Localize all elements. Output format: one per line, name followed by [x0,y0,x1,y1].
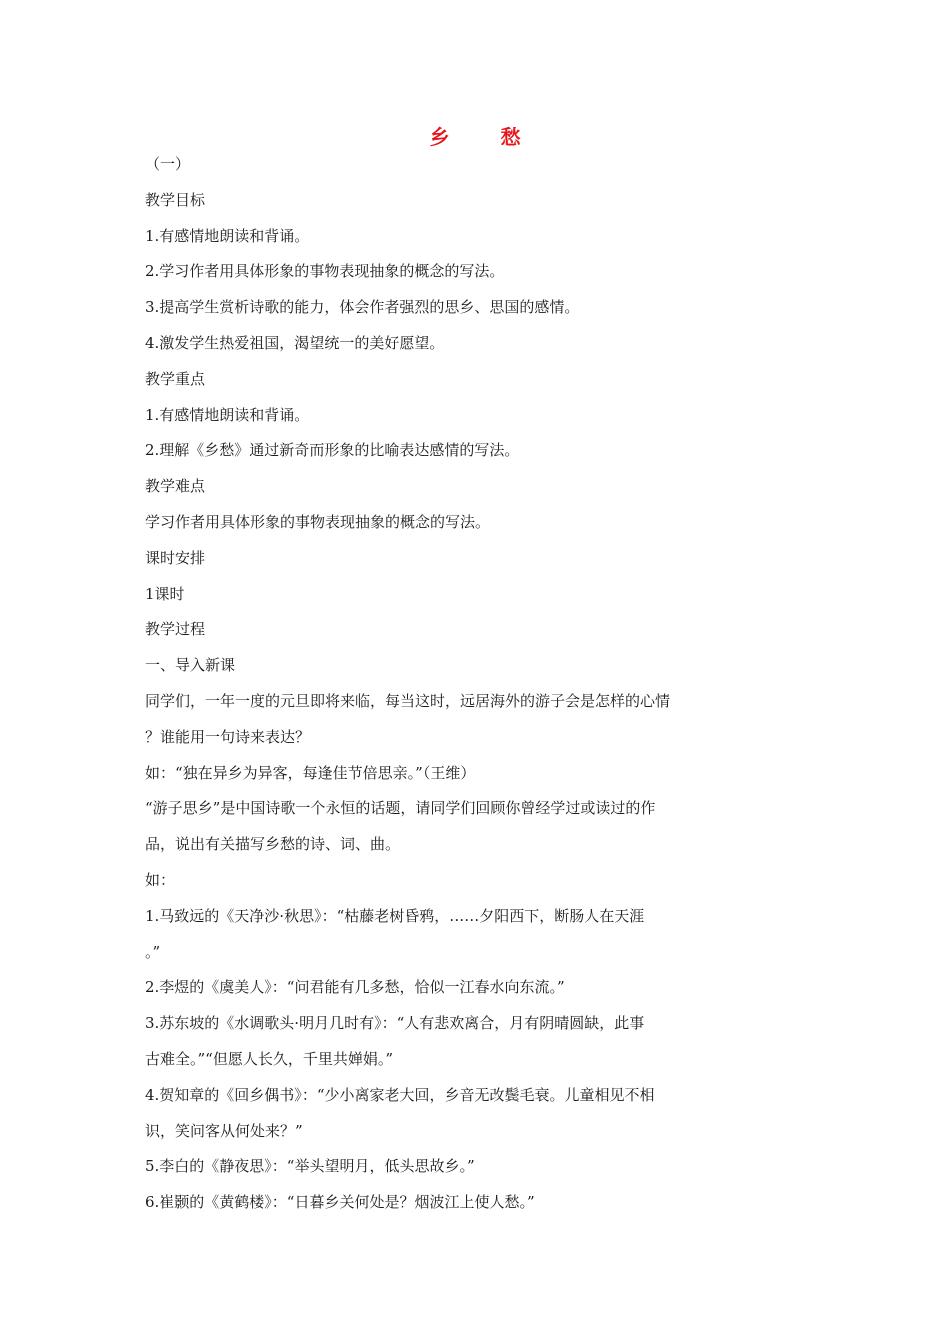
paragraph-line: 同学们，一年一度的元旦即将来临，每当这时，远居海外的游子会是怎样的心情 [145,691,671,710]
poem-item: 6.崔颢的《黄鹤楼》：“日暮乡关何处是？烟波江上使人愁。” [145,1193,535,1212]
poem-item: 识，笑问客从何处来？” [145,1121,303,1140]
heading-teaching-focus: 教学重点 [145,369,206,388]
paragraph-line: 品，说出有关描写乡愁的诗、词、曲。 [145,835,401,854]
poem-item: 。” [145,942,161,961]
poem-item: 4.贺知章的《回乡偶书》：“少小离家老大回，乡音无改鬓毛衰。儿童相见不相 [145,1085,655,1104]
document-title: 乡 愁 [429,125,543,149]
poem-item: 3.苏东坡的《水调歌头·明月几时有》：“人有悲欢离合，月有阴晴圆缺，此事 [145,1014,645,1033]
poem-item: 5.李白的《静夜思》：“举头望明月，低头思故乡。” [145,1157,475,1176]
paragraph-line: 如：“独在异乡为异客，每逢佳节倍思亲。”（王维） [145,763,476,782]
goal-item: 1.有感情地朗读和背诵。 [145,226,310,245]
heading-teaching-difficulty: 教学难点 [145,477,206,496]
focus-item: 2.理解《乡愁》通过新奇而形象的比喻表达感情的写法。 [145,441,520,460]
goal-item: 2.学习作者用具体形象的事物表现抽象的概念的写法。 [145,262,505,281]
paragraph-line: ？谁能用一句诗来表达？ [145,727,311,746]
focus-item: 1.有感情地朗读和背诵。 [145,405,310,424]
poem-item: 2.李煜的《虞美人》：“问君能有几多愁，恰似一江春水向东流。” [145,978,565,997]
schedule-item: 1课时 [145,584,185,603]
paragraph-line: “游子思乡”是中国诗歌一个永恒的话题，请同学们回顾你曾经学过或读过的作 [145,799,656,818]
difficulty-item: 学习作者用具体形象的事物表现抽象的概念的写法。 [145,512,491,531]
poem-item: 1.马致远的《天净沙·秋思》：“枯藤老树昏鸦，……夕阳西下，断肠人在天涯 [145,906,645,925]
subheading-introduction: 一、导入新课 [145,656,236,675]
section-marker: （一） [145,155,191,173]
heading-schedule: 课时安排 [145,548,206,567]
document-body [145,147,745,1221]
goal-item: 3.提高学生赏析诗歌的能力，体会作者强烈的思乡、思国的感情。 [145,298,580,317]
heading-teaching-process: 教学过程 [145,620,206,639]
goal-item: 4.激发学生热爱祖国，渴望统一的美好愿望。 [145,333,445,352]
poem-item: 古难全。”“但愿人长久，千里共婵娟。” [145,1049,394,1068]
paragraph-line: 如： [145,870,176,889]
heading-teaching-goals: 教学目标 [145,190,206,209]
